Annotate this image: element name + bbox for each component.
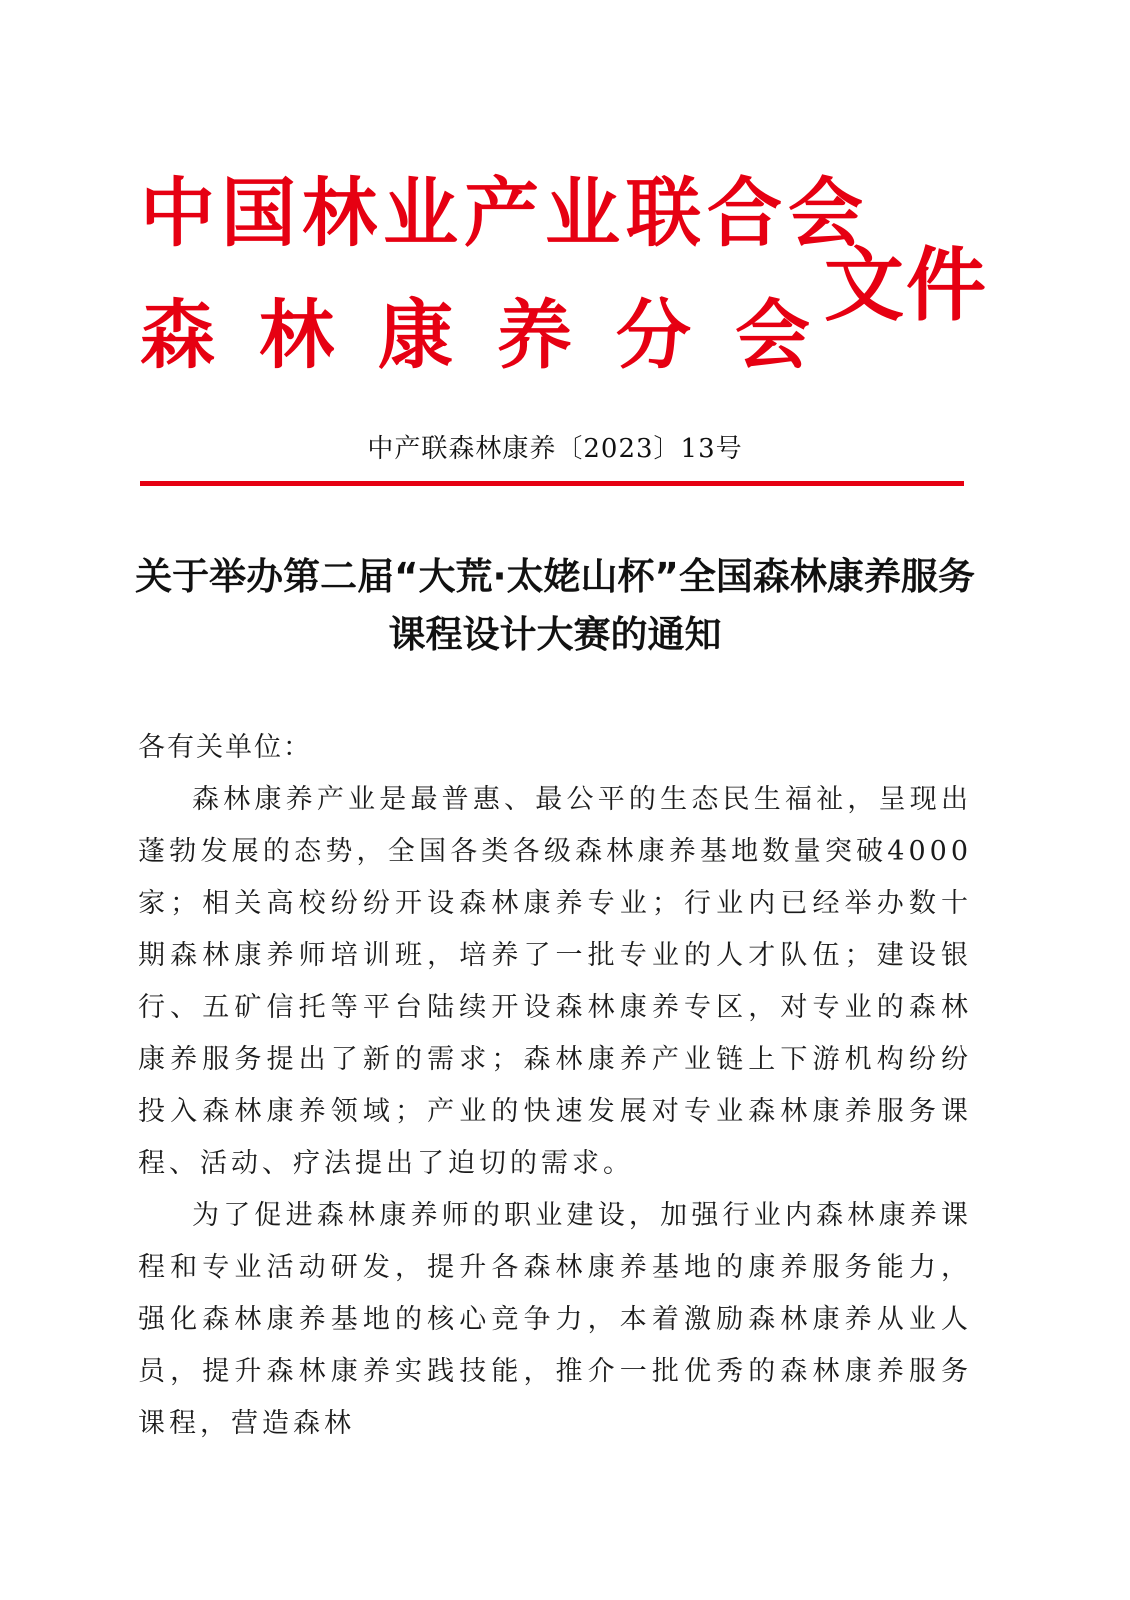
salutation: 各有关单位： bbox=[138, 732, 312, 763]
issuer-name-line1: 中国林业产业联合会 bbox=[140, 169, 870, 257]
body-paragraph-1: 森林康养产业是最普惠、最公平的生态民生福祉，呈现出蓬勃发展的态势，全国各类各级森林康养基地数量突破4000家；相关高校纷纷开设森林康养专业；行业内已经举办数十期森林康养师培训班，培养了一批专业的人才队伍；建设银行、五矿信托等平台陆续开设森林康养专区，对专业的森林康养服务提出了新的需求；森林康养产业链上下游机构纷纷投入森林康养领域；产业的快速发展对专业森林康养服务课程、活动、疗法提出了迫切的需求。 bbox=[138, 784, 972, 1179]
document-title: 关于举办第二届“大荒·太姥山杯”全国森林康养服务课程设计大赛的通知 bbox=[135, 555, 975, 656]
body-paragraph-2: 为了促进森林康养师的职业建设，加强行业内森林康养课程和专业活动研发，提升各森林康养基地的康养服务能力，强化森林康养基地的核心竞争力，本着激励森林康养从业人员，提升森林康养实践技能，推介一批优秀的森林康养服务课程，营造森林 bbox=[138, 1200, 972, 1439]
issuer-name-line2: 森林康养分会 bbox=[140, 291, 855, 379]
document-number: 中产联森林康养〔2023〕13号 bbox=[367, 434, 743, 464]
document-type-label: 文件 bbox=[824, 239, 988, 332]
red-divider-line bbox=[140, 481, 964, 486]
